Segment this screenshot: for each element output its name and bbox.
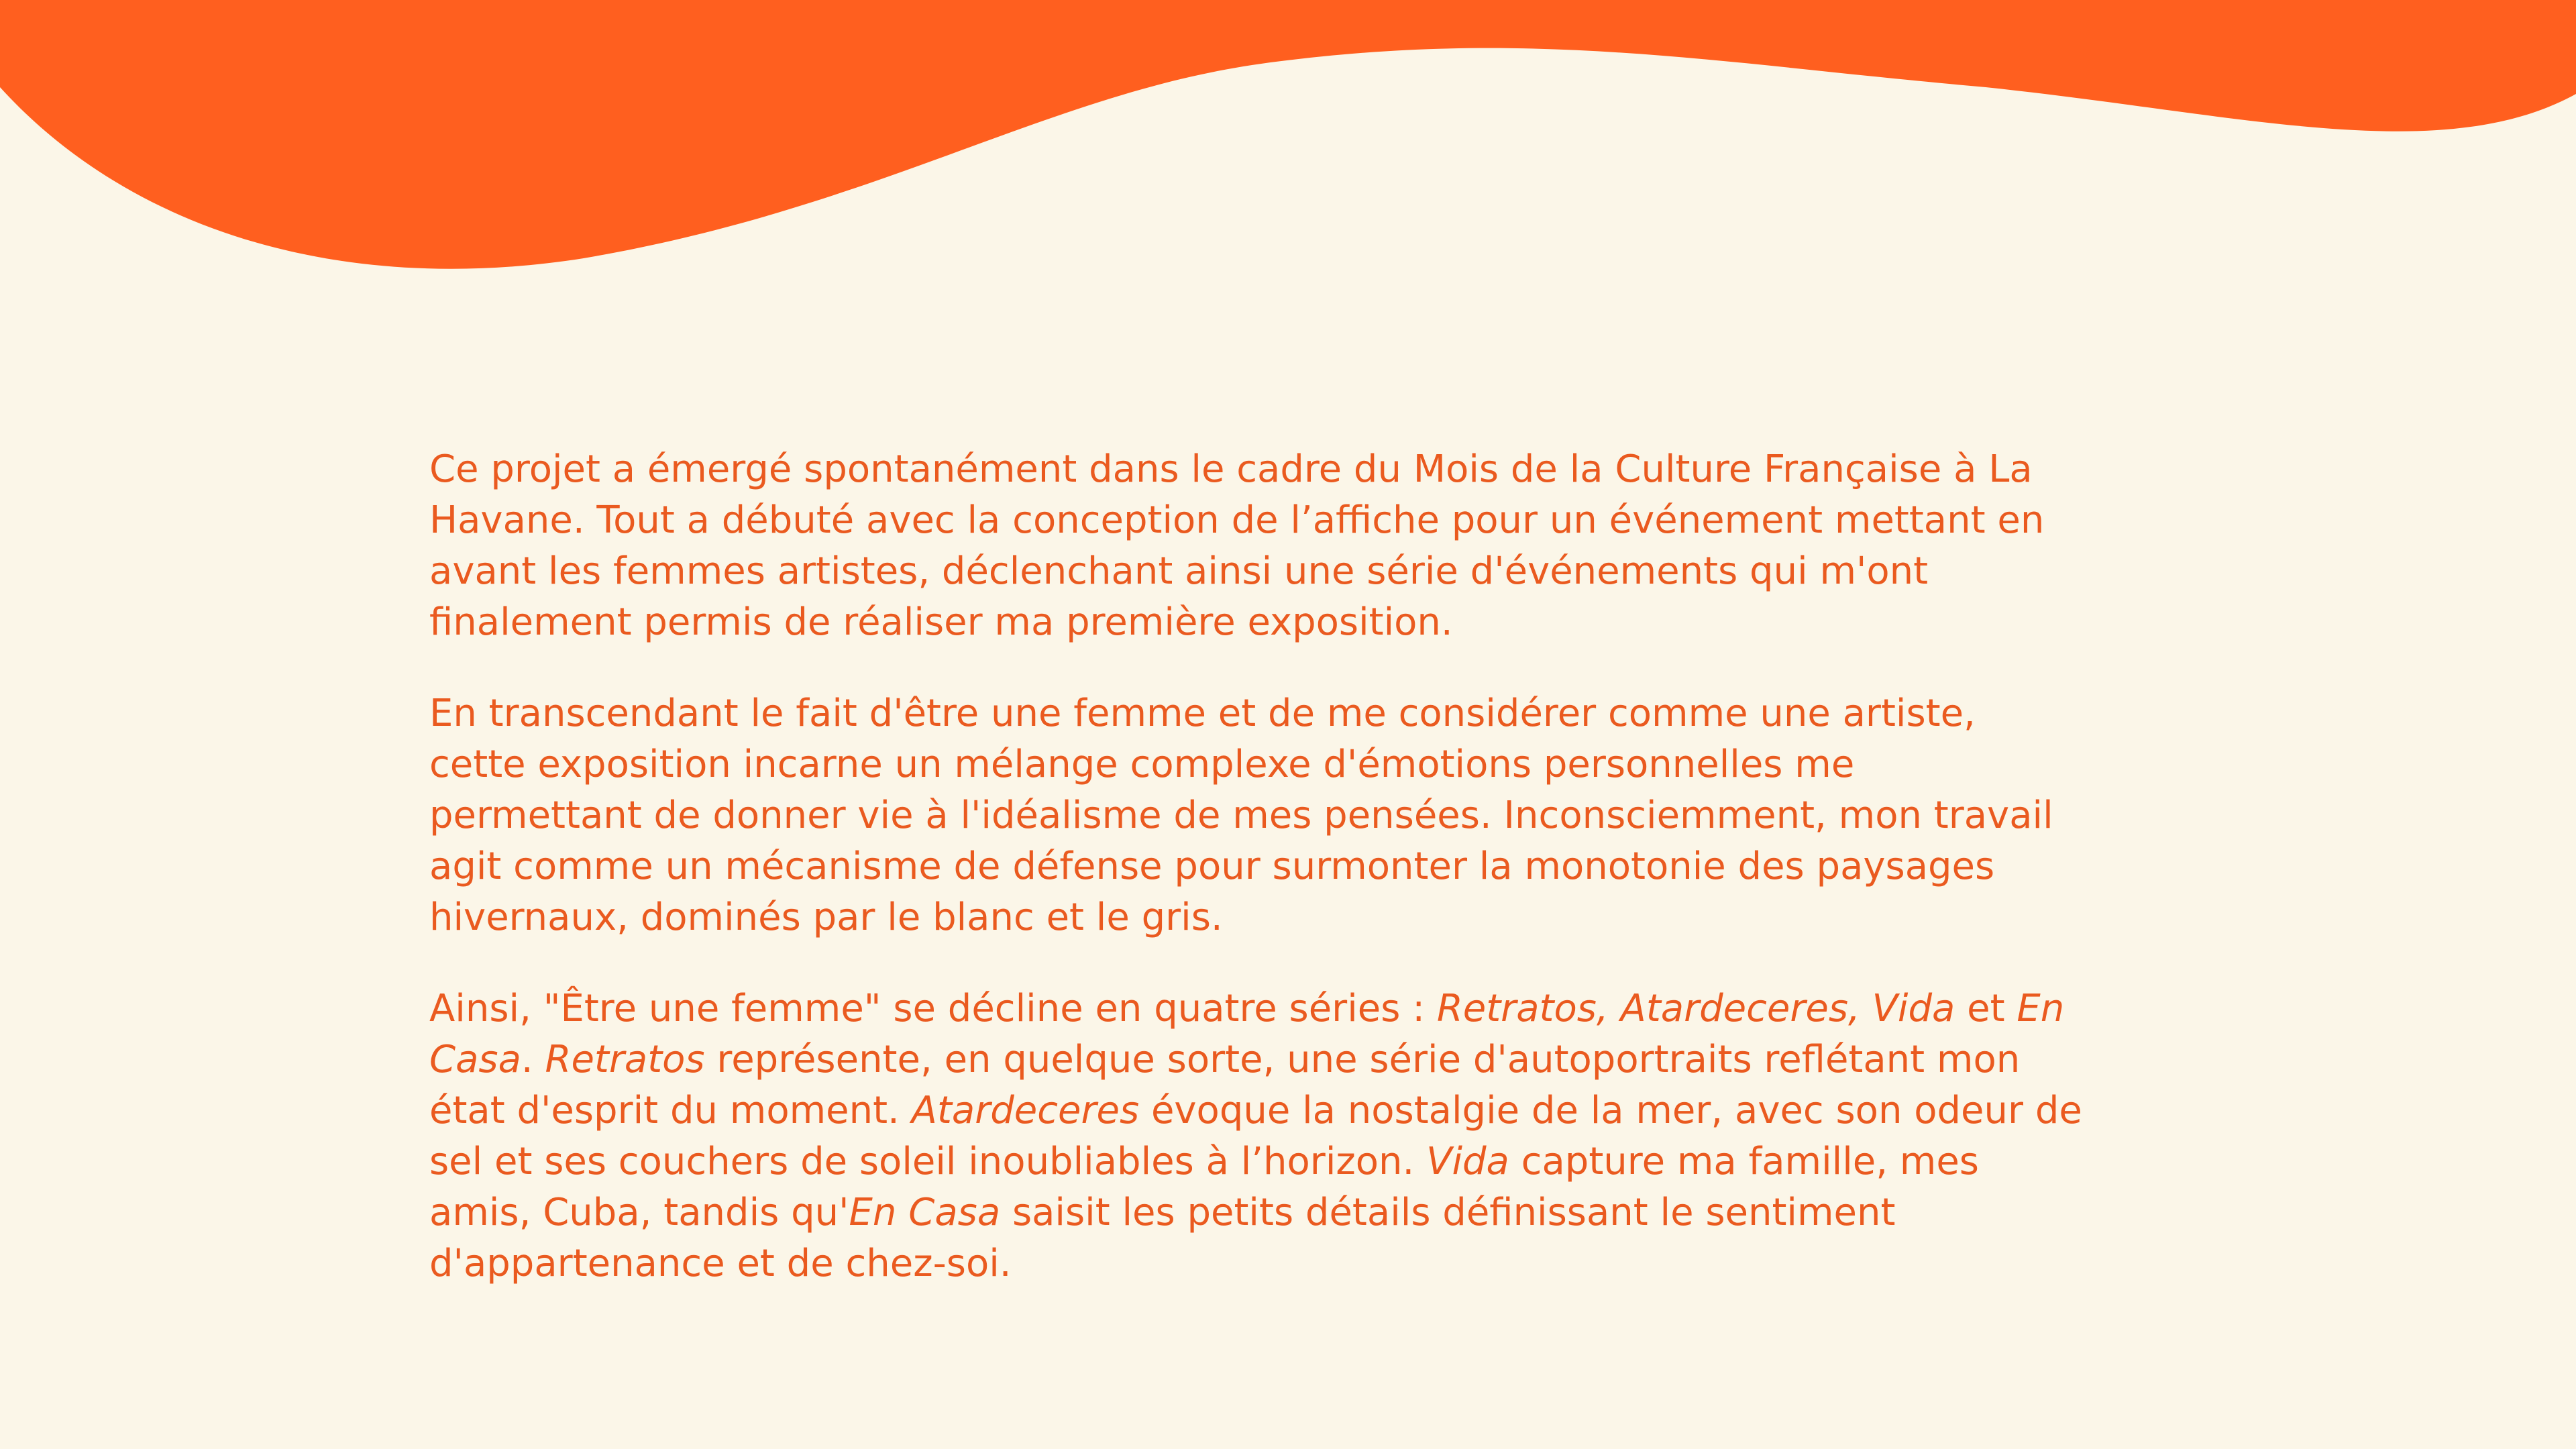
text-line [429, 1187, 2187, 1238]
series-name-italic: En Casa [849, 1191, 1001, 1234]
series-name-italic: Retratos [545, 1038, 705, 1081]
text-run: évoque la nostalgie de la mer, avec son odeur de [1139, 1089, 2082, 1132]
text-line: permettant de donner vie à l'idéalisme de mes pensées. Inconsciemment, mon travail [429, 794, 2053, 837]
text-line [429, 1034, 2187, 1085]
text-line: Ce projet a émergé spontanément dans le cadre du Mois de la Culture Française à La [429, 447, 2033, 491]
text-run: et [1955, 987, 2017, 1030]
text-line: avant les femmes artistes, déclenchant ainsi une série d'événements qui m'ont [429, 549, 1929, 593]
text-run: sel et ses couchers de soleil inoubliables à l’horizon. [429, 1140, 1427, 1183]
text-line [429, 983, 2187, 1034]
text-line [429, 1136, 2187, 1187]
text-line: hivernaux, dominés par le blanc et le gris. [429, 896, 1223, 939]
text-run: . [521, 1038, 545, 1081]
top-wave-decoration [0, 0, 2576, 282]
text-run: état d'esprit du moment. [429, 1089, 912, 1132]
text-run: saisit les petits détails définissant le sentiment [1000, 1191, 1896, 1234]
series-name-italic: Vida [1426, 1140, 1509, 1183]
text-line: finalement permis de réaliser ma première exposition. [429, 600, 1453, 644]
series-names-italic: Retratos, Atardeceres, Vida [1436, 987, 1955, 1030]
text-line: Havane. Tout a débuté avec la conception de l’affiche pour un événement mettant en [429, 498, 2045, 542]
text-line: cette exposition incarne un mélange complexe d'émotions personnelles me [429, 743, 1855, 786]
body-text [429, 444, 2187, 1330]
text-run: Ainsi, "Être une femme" se décline en quatre séries : [429, 987, 1437, 1030]
paragraph-intro [429, 444, 2187, 648]
text-run: amis, Cuba, tandis qu' [429, 1191, 849, 1234]
series-name-italic: En [2017, 987, 2065, 1030]
text-line [429, 1085, 2187, 1136]
text-line: d'appartenance et de chez-soi. [429, 1242, 1012, 1285]
text-run: capture ma famille, mes [1509, 1140, 1979, 1183]
text-line: agit comme un mécanisme de défense pour surmonter la monotonie des paysages [429, 845, 1995, 888]
series-name-italic: Casa [429, 1038, 521, 1081]
text-run: représente, en quelque sorte, une série d'autoportraits reflétant mon [704, 1038, 2021, 1081]
text-line: En transcendant le fait d'être une femme et de me considérer comme une artiste, [429, 692, 1976, 735]
paragraph-series [429, 983, 2187, 1289]
series-name-italic: Atardeceres [911, 1089, 1140, 1132]
paragraph-transcendence [429, 688, 2187, 943]
